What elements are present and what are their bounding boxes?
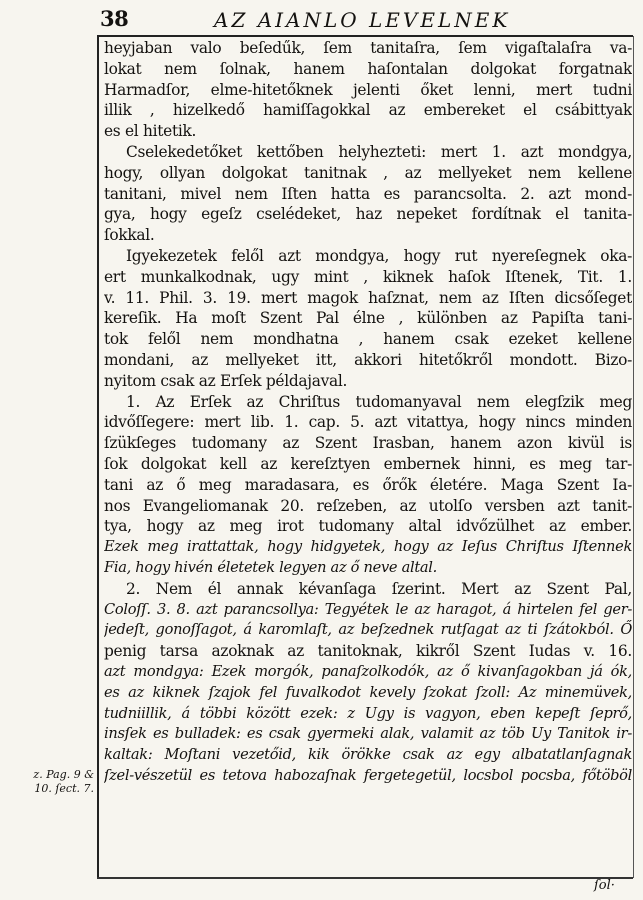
quotation-line: Coloſſ. 3. 8. azt parancsollya: Tegyétek le az haragot, á hirtelen fel ger- [104,600,632,618]
page-number: 38 [100,6,129,31]
text-line: tok felől nem mondhatna , hanem csak ezeket kellene [104,330,632,349]
text-line: ſok dolgokat kell az kereſztyen embernek hinni, es meg tar- [104,454,632,473]
text-line: mondani, az mellyeket itt, akkori hitetőkről mondott. Bizo- [104,350,632,369]
quotation-line: Fia, hogy hivén életetek legyen az ő neve altal. [104,558,438,576]
quotation-line: insſek es bulladek: es csak gyermeki alak, valamit az töb Uy Tanitok ir- [104,725,632,743]
page-header [96,2,636,36]
catchword: ſol· [594,878,615,893]
text-line: penig tarsa azoknak az tanitoknak, kikről Szent Iudas v. 16. [104,642,632,661]
paragraph-start-line: Igyekezetek felől azt mondgya, hogy rut nyereſegnek oka- [126,246,632,265]
text-line: ert munkalkodnak, ugy mint , kiknek haſok Iſtenek, Tit. 1. [104,267,632,286]
frame-rule-bottom [97,877,633,879]
frame-rule-right [633,36,634,878]
text-line: ſzükſeges tudomany az Szent Irasban, hanem azon kivül is [104,434,632,453]
text-line: es el hitetik. [104,122,197,141]
text-line: gya, hogy egeſz cselédeket, haz nepeket fordítnak el tanita- [104,205,632,224]
text-line: v. 11. Phil. 3. 19. mert magok haſznat, nem az Iſten dicsőſeget [104,288,632,307]
text-line: tani az ő meg maradasara, es őrők életére. Maga Szent Ia- [104,475,632,494]
quotation-line: es az kiknek ſzajok fel fuvalkodot kevely ſzokat ſzoll: Az minemüvek, [104,683,632,701]
paragraph-start-line: Cselekedetőket kettőben helyhezteti: mert 1. azt mondgya, [126,142,632,161]
text-line: Harmadſor, elme-hitetőknek jelenti őket lenni, mert tudni [104,80,632,99]
margin-note-line: z. Pag. 9 & [33,768,94,781]
text-block [104,38,632,787]
text-line: ſokkal. [104,226,155,245]
margin-note [8,768,94,796]
quotation-line: Ezek meg irattattak, hogy hidgyetek, hogy az Ieſus Chriſtus Iſtennek [104,538,632,556]
running-head: AZ AIANLO LEVELNEK [214,8,511,32]
quotation-line: kaltak: Moſtani vezetőid, kik örökke csak az egy albatatlanſagnak [104,746,632,764]
text-line: nos Evangeliomanak 20. reſzeben, az utolſo versben azt tanit- [104,496,632,515]
text-line: idvőſſegere: mert lib. 1. cap. 5. azt vitattya, hogy nincs minden [104,413,632,432]
frame-rule-left [97,36,99,878]
quotation-line: jedeſt, gonoſſagot, á karomlaſt, az beſzednek rutſagat az ti ſzátokból. Ő [104,621,632,639]
text-line: hogy, ollyan dolgokat tanitnak , az mellyeket nem kellene [104,163,632,182]
quotation-line: tudniillik, á többi között ezek: z Ugy is vagyon, eben kepeſt ſeprő, [104,704,632,722]
text-line: nyitom csak az Erſek példajaval. [104,371,348,390]
margin-note-line: 10. ſect. 7. [34,782,94,795]
text-line: illik , hizelkedő hamiſſagokkal az embereket el csábittyak [104,101,632,120]
text-line: tanitani, mivel nem Iſten hatta es parancsolta. 2. azt mond- [104,184,632,203]
text-line: heyjaban valo beſedűk, ſem tanitaſra, ſem vigaſtalaſra va- [104,39,632,57]
quotation-line: azt mondgya: Ezek morgók, panaſzolkodók, az ő kivanſagokban já ók, [104,662,632,680]
text-line: kereſik. Ha moſt Szent Pal élne , különben az Papiſta tani- [104,309,632,328]
text-line: tya, hogy az meg irot tudomany altal idvőzülhet az ember. [104,517,632,536]
paragraph-start-line: 2. Nem él annak kévanſaga ſzerint. Mert az Szent Pal, [126,579,632,598]
text-line: lokat nem ſolnak, hanem haſontalan dolgokat forgatnak [104,59,632,78]
paragraph-start-line: 1. Az Erſek az Chriſtus tudomanyaval nem elegſzik meg [126,392,632,411]
quotation-line: ſzel-vészetül es tetova habozaſnak fergetegetül, locsbol pocsba, főtöböl [104,766,632,784]
frame-rule-top [97,35,633,37]
